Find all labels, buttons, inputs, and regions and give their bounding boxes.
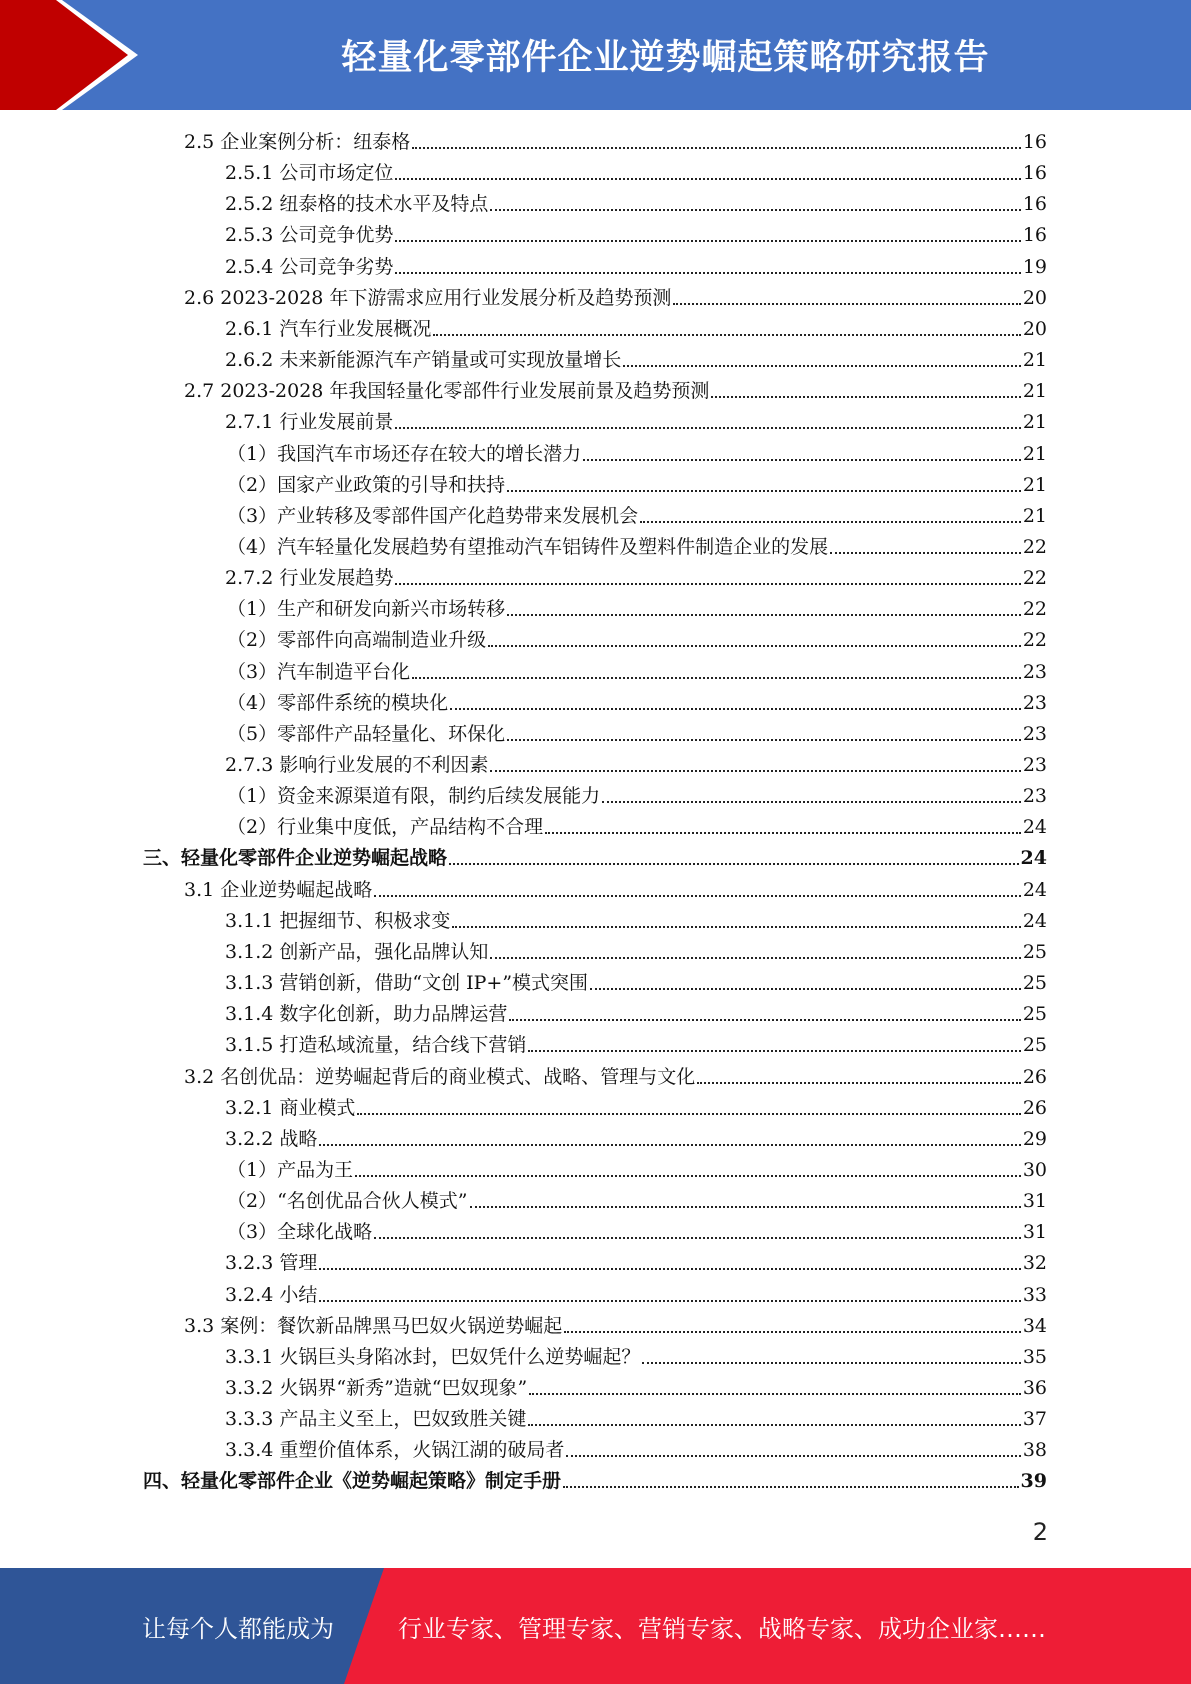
- toc-entry-title: （2）行业集中度低，产品结构不合理: [227, 816, 544, 839]
- toc-leader-dots: [566, 1455, 1020, 1457]
- toc-leader-dots: [490, 209, 1020, 211]
- toc-entry[interactable]: [227, 1188, 1047, 1214]
- toc-entry-title: 2.5.1 公司市场定位: [225, 162, 394, 185]
- toc-entry-title: 3.2.4 小结: [225, 1283, 318, 1306]
- toc-leader-dots: [433, 334, 1020, 336]
- toc-leader-dots: [395, 240, 1020, 242]
- toc-entry-title: （5）零部件产品轻量化、环保化: [227, 722, 506, 745]
- toc-entry-title: 3.3.4 重塑价值体系，火锅江湖的破局者: [225, 1439, 565, 1462]
- toc-leader-dots: [640, 521, 1021, 523]
- toc-entry-page: 23: [1022, 785, 1047, 808]
- toc-entry[interactable]: [225, 908, 1047, 934]
- toc-entry[interactable]: [225, 1250, 1047, 1276]
- toc-entry-title: 3.3.1 火锅巨头身陷冰封，巴奴凭什么逆势崛起？: [225, 1345, 641, 1368]
- toc-entry[interactable]: [225, 316, 1047, 342]
- toc-entry[interactable]: [227, 721, 1047, 747]
- toc-entry-title: （3）产业转移及零部件国产化趋势带来发展机会: [227, 504, 639, 527]
- toc-entry-page: 21: [1022, 504, 1047, 527]
- toc-entry[interactable]: [184, 1064, 1047, 1090]
- toc-entry-title: 四、轻量化零部件企业《逆势崛起策略》制定手册: [143, 1470, 562, 1493]
- toc-entry-title: 2.6 2023-2028 年下游需求应用行业发展分析及趋势预测: [184, 286, 672, 309]
- toc-entry-page: 23: [1022, 722, 1047, 745]
- toc-leader-dots: [395, 583, 1020, 585]
- page-number: 2: [1032, 1518, 1048, 1546]
- toc-leader-dots: [507, 614, 1021, 616]
- toc-entry[interactable]: [143, 1468, 1047, 1494]
- toc-entry[interactable]: [225, 222, 1047, 248]
- toc-entry-title: （2）国家产业政策的引导和扶持: [227, 473, 506, 496]
- toc-entry-page: 35: [1022, 1345, 1047, 1368]
- toc-entry-title: 3.2.2 战略: [225, 1127, 318, 1150]
- toc-entry-page: 21: [1022, 442, 1047, 465]
- toc-entry-page: 39: [1020, 1470, 1047, 1493]
- toc-entry[interactable]: [225, 191, 1047, 217]
- toc-leader-dots: [452, 926, 1020, 928]
- toc-leader-dots: [319, 1144, 1020, 1146]
- toc-entry-page: 23: [1022, 660, 1047, 683]
- toc-entry[interactable]: [225, 1406, 1047, 1432]
- toc-entry[interactable]: [227, 441, 1047, 467]
- toc-leader-dots: [507, 739, 1021, 741]
- toc-entry-page: 21: [1022, 411, 1047, 434]
- toc-leader-dots: [374, 1237, 1021, 1239]
- toc-entry[interactable]: [225, 1282, 1047, 1308]
- toc-entry-title: 3.2.1 商业模式: [225, 1096, 356, 1119]
- toc-entry-page: 21: [1022, 349, 1047, 372]
- toc-entry[interactable]: [225, 565, 1047, 591]
- toc-entry[interactable]: [227, 690, 1047, 716]
- toc-entry[interactable]: [225, 409, 1047, 435]
- toc-entry-page: 16: [1022, 131, 1047, 153]
- toc-leader-dots: [590, 988, 1021, 990]
- toc-entry-page: 16: [1022, 193, 1047, 216]
- toc-leader-dots: [490, 957, 1020, 959]
- toc-entry[interactable]: [225, 1001, 1047, 1027]
- toc-leader-dots: [470, 1206, 1021, 1208]
- toc-leader-dots: [564, 1331, 1021, 1333]
- toc-entry-page: 21: [1022, 380, 1047, 403]
- toc-entry-title: （1）生产和研发向新兴市场转移: [227, 598, 506, 621]
- toc-entry-page: 22: [1022, 535, 1047, 558]
- toc-entry-page: 24: [1020, 847, 1047, 870]
- toc-entry[interactable]: [225, 1344, 1047, 1370]
- toc-entry-title: 2.7.2 行业发展趋势: [225, 567, 394, 590]
- footer-slogan-left: 让每个人都能成为: [142, 1614, 334, 1643]
- toc-entry[interactable]: [184, 378, 1047, 404]
- toc-entry-title: （1）资金来源渠道有限，制约后续发展能力: [227, 785, 601, 808]
- toc-entry[interactable]: [227, 596, 1047, 622]
- toc-entry-title: 3.1.1 把握细节、积极求变: [225, 909, 451, 932]
- toc-entry[interactable]: [227, 627, 1047, 653]
- toc-entry-title: 2.7 2023-2028 年我国轻量化零部件行业发展前景及趋势预测: [184, 380, 710, 403]
- toc-entry-page: 23: [1022, 754, 1047, 776]
- toc-entry[interactable]: [143, 845, 1047, 871]
- toc-leader-dots: [395, 427, 1020, 429]
- toc-entry[interactable]: [225, 939, 1047, 965]
- toc-entry-page: 38: [1022, 1439, 1047, 1462]
- toc-entry-page: 20: [1022, 317, 1047, 340]
- toc-entry-title: （2）零部件向高端制造业升级: [227, 629, 487, 652]
- toc-entry-page: 22: [1022, 629, 1047, 652]
- toc-entry-page: 16: [1022, 162, 1047, 185]
- toc-entry-title: （2）“名创优品合伙人模式”: [227, 1190, 468, 1213]
- footer-banner: [0, 1568, 1191, 1684]
- toc-entry-title: （4）零部件系统的模块化: [227, 691, 449, 714]
- toc-leader-dots: [830, 552, 1021, 554]
- toc-leader-dots: [602, 801, 1021, 803]
- toc-entry[interactable]: [225, 1437, 1047, 1463]
- toc-entry[interactable]: [227, 814, 1047, 840]
- toc-leader-dots: [583, 459, 1021, 461]
- toc-entry-page: 22: [1022, 598, 1047, 621]
- toc-leader-dots: [697, 1082, 1021, 1084]
- toc-leader-dots: [355, 1175, 1021, 1177]
- toc-entry-page: 24: [1022, 878, 1047, 901]
- header-bar: [0, 0, 1191, 110]
- toc-entry[interactable]: [225, 254, 1047, 280]
- toc-entry[interactable]: [227, 1157, 1047, 1183]
- toc-leader-dots: [450, 708, 1021, 710]
- toc-entry-page: 20: [1022, 286, 1047, 309]
- toc-leader-dots: [374, 895, 1021, 897]
- toc-entry-title: 3.2.3 管理: [225, 1252, 318, 1275]
- toc-entry-title: 2.5.3 公司竞争优势: [225, 224, 394, 247]
- toc-entry[interactable]: [227, 1219, 1047, 1245]
- toc-entry-page: 31: [1022, 1190, 1047, 1213]
- toc-leader-dots: [673, 303, 1020, 305]
- toc-entry-title: （3）全球化战略: [227, 1221, 373, 1244]
- toc-entry-title: 2.6.1 汽车行业发展概况: [225, 317, 432, 340]
- toc-entry-page: 33: [1022, 1283, 1047, 1306]
- toc-entry[interactable]: [227, 659, 1047, 685]
- toc-entry-page: 32: [1022, 1252, 1047, 1275]
- toc-entry-title: 3.1 企业逆势崛起战略: [184, 878, 373, 901]
- toc-entry[interactable]: [225, 347, 1047, 373]
- toc-leader-dots: [395, 178, 1020, 180]
- toc-entry-title: 3.2 名创优品：逆势崛起背后的商业模式、战略、管理与文化: [184, 1065, 696, 1088]
- toc-entry-page: 25: [1022, 972, 1047, 995]
- toc-entry[interactable]: [184, 1313, 1047, 1339]
- toc-entry[interactable]: [225, 1375, 1047, 1401]
- toc-leader-dots: [642, 1362, 1020, 1364]
- toc-entry-page: 19: [1022, 255, 1047, 278]
- toc-leader-dots: [528, 1050, 1020, 1052]
- toc-entry-title: （1）产品为王: [227, 1158, 354, 1181]
- toc-leader-dots: [357, 1113, 1020, 1115]
- toc-entry[interactable]: [184, 129, 1047, 155]
- toc-entry[interactable]: [184, 877, 1047, 903]
- toc-entry-page: 25: [1022, 1003, 1047, 1026]
- toc-leader-dots: [507, 490, 1021, 492]
- toc-entry[interactable]: [225, 160, 1047, 186]
- toc-entry-title: 3.1.2 创新产品，强化品牌认知: [225, 940, 489, 963]
- toc-entry-page: 23: [1022, 691, 1047, 714]
- toc-leader-dots: [563, 1486, 1019, 1488]
- toc-entry-title: 3.3 案例：餐饮新品牌黑马巴奴火锅逆势崛起: [184, 1314, 563, 1337]
- toc-entry-title: 3.1.4 数字化创新，助力品牌运营: [225, 1003, 508, 1026]
- toc-leader-dots: [529, 1393, 1021, 1395]
- toc-entry-title: （1）我国汽车市场还存在较大的增长潜力: [227, 442, 582, 465]
- toc-entry[interactable]: [225, 1032, 1047, 1058]
- toc-entry[interactable]: [227, 783, 1047, 809]
- toc-entry-title: 3.3.2 火锅界“新秀”造就“巴奴现象”: [225, 1377, 528, 1399]
- toc-leader-dots: [509, 1019, 1020, 1021]
- toc-entry-page: 29: [1022, 1127, 1047, 1150]
- toc-entry-title: 2.5.2 纽泰格的技术水平及特点: [225, 193, 489, 216]
- toc-entry-page: 24: [1022, 909, 1047, 932]
- toc-entry-page: 25: [1022, 940, 1047, 963]
- toc-entry[interactable]: [227, 503, 1047, 529]
- toc-entry-title: 3.1.3 营销创新，借助“文创 IP+”模式突围: [225, 972, 589, 995]
- page-title: 轻量化零部件企业逆势崛起策略研究报告: [341, 38, 990, 78]
- toc-leader-dots: [395, 272, 1020, 274]
- toc-entry[interactable]: [184, 285, 1047, 311]
- toc-entry[interactable]: [225, 752, 1047, 778]
- toc-entry-page: 16: [1022, 224, 1047, 247]
- toc-entry-page: 36: [1022, 1377, 1047, 1399]
- footer-slogan-right: 行业专家、管理专家、营销专家、战略专家、成功企业家……: [398, 1614, 1046, 1643]
- toc-entry-title: 2.6.2 未来新能源汽车产销量或可实现放量增长: [225, 349, 622, 372]
- toc-entry-page: 24: [1022, 816, 1047, 839]
- toc-entry-title: 3.3.3 产品主义至上，巴奴致胜关键: [225, 1408, 527, 1431]
- toc-entry-page: 34: [1022, 1314, 1047, 1337]
- toc-entry-page: 37: [1022, 1408, 1047, 1431]
- toc-entry-title: （3）汽车制造平台化: [227, 660, 411, 683]
- toc-entry-title: 3.1.5 打造私域流量，结合线下营销: [225, 1034, 527, 1057]
- toc-entry-page: 30: [1022, 1158, 1047, 1181]
- toc-entry-title: 2.7.1 行业发展前景: [225, 411, 394, 434]
- toc-entry-title: （4）汽车轻量化发展趋势有望推动汽车铝铸件及塑料件制造企业的发展: [227, 535, 829, 558]
- toc-leader-dots: [449, 863, 1019, 865]
- toc-leader-dots: [711, 396, 1020, 398]
- header-arrow-icon: [0, 0, 150, 110]
- toc-leader-dots: [623, 365, 1020, 367]
- toc-entry-page: 31: [1022, 1221, 1047, 1244]
- toc-entry-page: 22: [1022, 567, 1047, 590]
- toc-leader-dots: [412, 677, 1021, 679]
- toc-entry[interactable]: [225, 1126, 1047, 1152]
- toc-entry[interactable]: [227, 534, 1047, 560]
- toc-entry-page: 26: [1022, 1096, 1047, 1119]
- toc-entry-page: 21: [1022, 473, 1047, 496]
- toc-entry-title: 2.7.3 影响行业发展的不利因素: [225, 754, 489, 776]
- toc-entry-page: 26: [1022, 1065, 1047, 1088]
- toc-entry-title: 三、轻量化零部件企业逆势崛起战略: [143, 847, 448, 870]
- toc-leader-dots: [528, 1424, 1020, 1426]
- toc-leader-dots: [545, 832, 1021, 834]
- toc-entry-title: 2.5.4 公司竞争劣势: [225, 255, 394, 278]
- toc-entry[interactable]: [225, 1095, 1047, 1121]
- toc-leader-dots: [319, 1268, 1020, 1270]
- toc-leader-dots: [488, 645, 1021, 647]
- toc-leader-dots: [490, 770, 1020, 772]
- toc-entry-title: 2.5 企业案例分析：纽泰格: [184, 131, 411, 153]
- toc-entry-page: 25: [1022, 1034, 1047, 1057]
- toc-leader-dots: [412, 147, 1021, 149]
- toc-leader-dots: [319, 1300, 1020, 1302]
- toc-entry[interactable]: [227, 472, 1047, 498]
- toc-entry[interactable]: [225, 970, 1047, 996]
